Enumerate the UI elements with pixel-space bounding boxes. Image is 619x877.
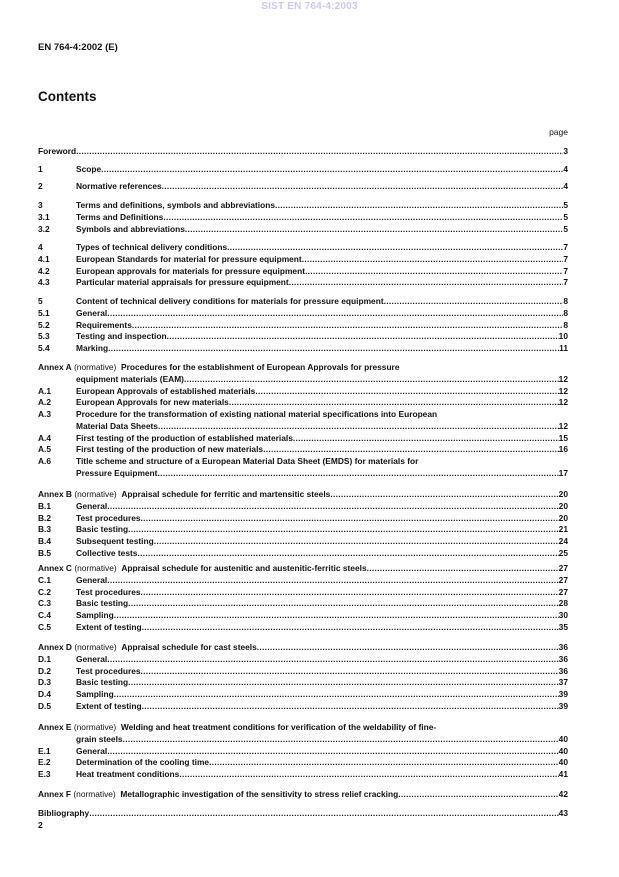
indent [38,468,76,480]
toc-entry[interactable] [38,343,568,355]
section-number: 3 [38,200,43,210]
section-title: Extent of testing [76,621,142,632]
toc-group [38,563,568,634]
toc-entry[interactable] [38,320,568,332]
section-number: 5.2 [38,319,50,330]
toc-entry[interactable] [38,468,568,480]
watermark: SIST EN 764-4:2003 [261,1,358,12]
dot-leader [89,808,558,820]
section-number: 5 [38,296,43,306]
page-ref: 40 [558,733,568,744]
section-title: Appraisal schedule for ferritic and martensitic steels [121,489,331,499]
section-number: 5.3 [38,331,50,342]
toc-entry[interactable] [38,689,568,701]
dot-leader [128,677,559,689]
dot-leader [398,789,558,801]
section-title: Sampling [76,689,114,699]
section-number: C.4 [38,610,52,620]
page-ref: 15 [558,432,568,443]
page-ref: 36 [558,653,568,664]
annex-label: Annex E [38,722,72,732]
dot-leader [137,548,558,560]
toc-entry[interactable] [38,513,568,525]
page-ref: 12 [558,420,568,431]
toc-group [38,489,568,560]
section-title: Sampling [76,610,114,620]
section-title: Procedures for the establishment of European Approvals for pressure [121,362,400,372]
section-number: 4 [38,242,43,252]
toc-entry[interactable] [38,757,568,769]
dot-leader [107,654,558,666]
section-number: B.5 [38,547,52,558]
page-ref: 36 [558,665,568,676]
section-number: B.1 [38,500,52,511]
section-title: Terms and definitions, symbols and abbreviations [76,200,276,210]
section-title: European Standards for material for pressure equipment [76,253,302,264]
toc-entry[interactable] [38,242,568,254]
section-title: Types of technical delivery conditions [76,242,228,252]
toc-entry[interactable] [38,501,568,513]
dot-leader [101,164,563,176]
section-number: B.3 [38,524,52,535]
dot-leader [107,575,558,587]
toc-entry-line [38,409,568,421]
toc-entry[interactable] [38,746,568,758]
section-number: E.2 [38,757,51,768]
annex-label: Annex F [38,789,72,799]
dot-leader [209,757,559,769]
toc-group [38,181,568,193]
section-number: A.1 [38,385,52,396]
indent [38,374,76,386]
page-ref: 3 [563,146,568,156]
section-title: Testing and inspection [76,331,167,342]
page-ref: 21 [558,524,568,535]
dot-leader [179,769,558,781]
section-title: European approvals for materials for pressure equipment [76,265,305,276]
page-ref: 39 [558,689,568,699]
section-number: D.2 [38,665,52,676]
section-number: A.3 [38,409,52,419]
toc-group [38,200,568,235]
dot-leader [114,610,559,622]
dot-leader [157,468,558,480]
dot-leader [275,200,563,212]
section-title: Terms and Definitions [76,211,164,222]
page-ref: 8 [563,296,568,306]
annex-label: Annex B [38,489,72,499]
section-title: Marking [76,343,109,353]
toc-entry[interactable] [38,224,568,236]
page-ref: 25 [558,547,568,558]
toc-group [38,296,568,355]
section-title: General [76,745,108,756]
page-ref: 27 [558,586,568,597]
toc-entry[interactable] [38,444,568,456]
page-ref: 24 [558,536,568,546]
page-ref: 20 [558,500,568,511]
dot-leader [302,254,564,266]
toc-entry[interactable] [38,397,568,409]
toc-entry[interactable] [38,164,568,176]
section-number: C.5 [38,621,52,632]
section-number: A.2 [38,397,52,408]
section-number: D.1 [38,653,52,664]
page-ref: 28 [558,598,568,609]
dot-leader [167,331,559,343]
toc-entry[interactable] [38,701,568,713]
dot-leader [108,343,559,355]
dot-leader [142,622,559,634]
dot-leader [185,224,563,236]
toc-entry[interactable] [38,587,568,599]
toc-entry[interactable] [38,734,568,746]
page-ref: 7 [563,265,568,276]
annex-type: (normative) [73,722,117,732]
page-ref: 41 [558,769,568,779]
section-title: Welding and heat treatment conditions for verification of the weldability of fine- [120,722,437,732]
section-title: Basic testing [76,677,129,688]
dot-leader [384,296,564,308]
section-title: Heat treatment conditions [76,769,180,779]
page-ref: 10 [558,331,568,342]
toc-group [38,722,568,781]
section-title: Metallographic investigation of the sensitivity to stress relief cracking [120,789,399,799]
toc-entry[interactable] [38,296,568,308]
toc-entry[interactable] [38,575,568,587]
dot-leader [141,513,559,525]
section-title: Appraisal schedule for cast steels [121,642,257,652]
toc-entry[interactable] [38,331,568,343]
section-title: Basic testing [76,598,129,609]
toc-entry[interactable] [38,266,568,278]
page-ref: 27 [558,563,568,573]
annex-type: (normative) [74,489,117,499]
page-ref: 11 [559,343,568,353]
section-number: D.4 [38,689,52,699]
section-number: 2 [38,181,43,191]
toc-entry[interactable] [38,622,568,634]
section-title: General [76,653,108,664]
section-number: A.6 [38,456,52,466]
section-number: A.5 [38,444,52,455]
section-number: 5.1 [38,307,50,318]
toc-entry[interactable] [38,808,568,820]
toc-group [38,362,568,480]
annex-type: (normative) [74,642,117,652]
section-title: General [76,307,108,318]
toc-group [38,642,568,713]
section-title: Requirements [76,319,132,330]
page-column-label: page [549,127,568,137]
annex-type: (normative) [73,789,116,799]
page-ref: 20 [558,489,568,499]
dot-leader [132,320,563,332]
section-number: C.2 [38,586,52,597]
section-title: equipment materials (EAM) [76,373,184,384]
section-title: Extent of testing [76,700,142,711]
annex-label: Annex D [38,642,72,652]
toc-entry-line [38,456,568,468]
toc-entry[interactable] [38,524,568,536]
page-ref: 16 [558,444,568,455]
section-number: 4.2 [38,265,50,276]
section-title: European Approvals for new materials [76,397,229,408]
page-ref: 39 [558,700,568,711]
section-title: Basic testing [76,524,129,535]
section-title: Material Data Sheets [76,420,158,431]
dot-leader [141,587,559,599]
section-number: 1 [38,164,43,174]
toc-entry[interactable] [38,548,568,560]
page-ref: 7 [563,277,568,288]
section-title: Procedure for the transformation of existing national material specifications into European [76,409,438,419]
section-title: Determination of the cooling time [76,757,210,768]
dot-leader [162,181,564,193]
dot-leader [257,642,559,654]
section-title: First testing of the production of established materials [76,432,293,443]
dot-leader [229,397,559,409]
toc-entry[interactable] [38,666,568,678]
toc-entry[interactable] [38,769,568,781]
toc-entry[interactable] [38,200,568,212]
page-ref: 12 [558,385,568,396]
section-title: General [76,500,108,511]
page-ref: 35 [558,621,568,632]
toc-entry[interactable] [38,181,568,193]
toc-group [38,242,568,289]
dot-leader [158,421,559,433]
section-title: First testing of the production of new materials [76,444,264,455]
dot-leader [76,146,563,158]
toc-group [38,789,568,801]
dot-leader [163,212,563,224]
section-number: 5.4 [38,343,50,353]
section-title: Bibliography [38,808,90,818]
toc-entry[interactable] [38,433,568,445]
annex-type: (normative) [74,362,117,372]
dot-leader [123,734,559,746]
toc-entry[interactable] [38,374,568,386]
page-ref: 37 [558,677,568,688]
annex-label: Annex A [38,362,72,372]
page-ref: 7 [563,253,568,264]
dot-leader [142,701,559,713]
section-title: Content of technical delivery conditions for materials for pressure equipment [76,296,384,306]
dot-leader [114,689,559,701]
section-title: Subsequent testing [76,536,154,546]
toc-entry[interactable] [38,489,568,501]
toc-entry[interactable] [38,654,568,666]
toc-entry[interactable] [38,212,568,224]
annex-label: Annex C [38,563,72,573]
dot-leader [305,266,563,278]
dot-leader [263,444,559,456]
page-ref: 17 [558,467,568,478]
section-number: 3.2 [38,223,50,234]
page-ref: 4 [563,164,568,174]
section-title: Foreword [38,146,77,156]
page-ref: 4 [563,181,568,191]
section-number: E.3 [38,769,51,779]
section-number: B.2 [38,512,52,523]
page-ref: 30 [558,610,568,620]
section-title: Normative references [76,181,162,191]
dot-leader [107,746,558,758]
page-ref: 5 [563,200,568,210]
dot-leader [293,433,559,445]
dot-leader [184,374,559,386]
section-number: D.5 [38,700,52,711]
page-ref: 20 [558,512,568,523]
toc-entry[interactable] [38,789,568,801]
section-number: 4.3 [38,277,50,288]
toc-entry[interactable] [38,598,568,610]
section-title: Particular material appraisals for pressure equipment [76,277,289,288]
page-ref: 8 [563,307,568,318]
toc-entry[interactable] [38,308,568,320]
page-ref: 36 [558,642,568,652]
page-ref: 40 [558,745,568,756]
dot-leader [107,308,563,320]
page-ref: 43 [558,808,568,818]
section-number: A.4 [38,432,52,443]
toc-entry[interactable] [38,563,568,575]
section-title: European Approvals of established materials [76,385,256,396]
toc-entry[interactable] [38,677,568,689]
section-number: 3.1 [38,211,50,222]
dot-leader [367,563,559,575]
page-title: Contents [38,89,97,104]
dot-leader [154,536,559,548]
toc-entry-line [38,362,568,374]
toc-group [38,146,568,158]
section-title: Title scheme and structure of a European Material Data Sheet (EMDS) for materials for [76,456,419,466]
toc-entry[interactable] [38,254,568,266]
toc-entry[interactable] [38,536,568,548]
dot-leader [227,242,563,254]
page-ref: 12 [558,397,568,408]
section-number: C.1 [38,574,52,585]
section-title: Scope [76,164,102,174]
page-ref: 40 [558,757,568,768]
dot-leader [141,666,559,678]
section-title: Pressure Equipment [76,467,158,478]
section-title: Test procedures [76,665,141,676]
section-title: Collective tests [76,547,138,558]
toc-entry[interactable] [38,146,568,158]
page-ref: 5 [563,223,568,234]
section-title: General [76,574,108,585]
annex-type: (normative) [74,563,117,573]
section-number: C.3 [38,598,52,609]
page-number: 2 [38,820,43,830]
dot-leader [107,501,558,513]
section-title: Test procedures [76,512,141,523]
section-title: Symbols and abbreviations [76,223,185,234]
dot-leader [255,386,558,398]
indent [38,421,76,433]
dot-leader [330,489,558,501]
section-number: B.4 [38,536,52,546]
indent [38,734,76,746]
toc-entry[interactable] [38,610,568,622]
section-title: grain steels [76,733,123,744]
toc-entry[interactable] [38,277,568,289]
page-ref: 42 [558,789,568,799]
section-number: 4.1 [38,253,50,264]
toc-entry-line [38,722,568,734]
toc-entry[interactable] [38,642,568,654]
toc-entry[interactable] [38,421,568,433]
section-number: E.1 [38,745,51,756]
toc-group [38,164,568,176]
section-title: Test procedures [76,586,141,597]
dot-leader [128,598,559,610]
section-number: D.3 [38,677,52,688]
page-ref: 12 [558,373,568,384]
dot-leader [289,277,564,289]
page-ref: 27 [558,574,568,585]
page-ref: 7 [563,242,568,252]
page-ref: 8 [563,319,568,330]
document-id: EN 764-4:2002 (E) [38,42,118,53]
toc-group [38,808,568,820]
toc-entry[interactable] [38,386,568,398]
dot-leader [128,524,559,536]
section-title: Appraisal schedule for austenitic and austenitic-ferritic steels [121,563,367,573]
page-ref: 5 [563,211,568,222]
